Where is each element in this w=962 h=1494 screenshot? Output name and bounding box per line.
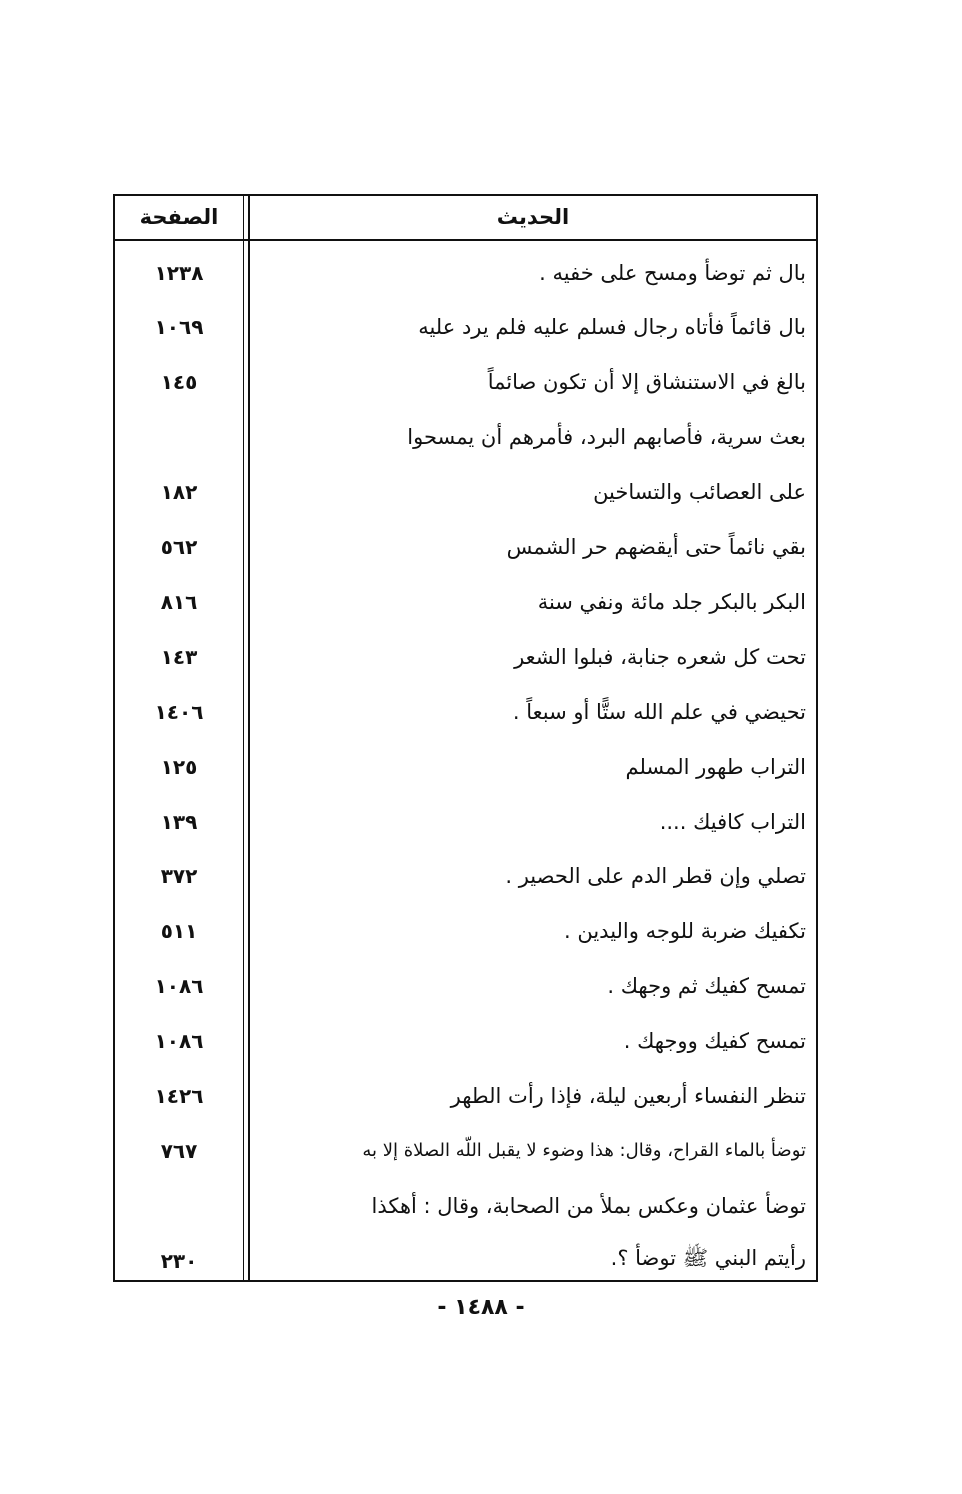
table-row <box>115 849 816 904</box>
page-ref: ١٣٩ <box>160 809 198 834</box>
hadith-text: التراب كافيك .... <box>659 809 806 834</box>
header-page: الصفحة <box>139 205 219 229</box>
table-row <box>115 1069 816 1124</box>
table-row <box>115 1014 816 1069</box>
page-ref: ١٠٨٦ <box>154 1029 204 1054</box>
table-row <box>115 300 816 355</box>
page-ref: ١٤٢٦ <box>154 1084 204 1108</box>
table-row <box>115 959 816 1014</box>
page-number: - ١٤٨٨ - <box>437 1295 525 1320</box>
hadith-text: توضأ عثمان وعكس بملأ من الصحابة، وقال : أهكذا <box>371 1193 806 1218</box>
hadith-index-table <box>113 194 818 1282</box>
page-ref: ٥٦٢ <box>160 535 198 559</box>
hadith-text: تصلي وإن قطر الدم على الحصير . <box>505 864 806 889</box>
table-row <box>115 1178 816 1233</box>
header-hadith: الحديث <box>496 205 570 229</box>
page-ref: ١٤٥ <box>160 370 198 395</box>
page-ref: ١٢٣٨ <box>154 260 204 285</box>
page-ref: ٢٣٠ <box>160 1248 198 1273</box>
table-row <box>115 1123 816 1178</box>
hadith-text: رأيتم البني ﷺ توضأ ؟. <box>610 1246 806 1271</box>
hadith-text: تنظر النفساء أربعين ليلة، فإذا رأت الطهر <box>450 1084 806 1108</box>
page-ref: ٣٧٢ <box>160 864 198 889</box>
table-row <box>115 1233 816 1288</box>
page-ref: ٨١٦ <box>160 589 198 614</box>
hadith-text: بعث سرية، فأصابهم البرد، فأمرهم أن يمسحوا <box>407 425 806 450</box>
hadith-text: تحت كل شعره جنابة، فبلوا الشعر <box>514 644 806 669</box>
hadith-text: تكفيك ضربة للوجه واليدين . <box>563 919 806 944</box>
hadith-text: تمسح كفيك ووجهك . <box>623 1029 806 1054</box>
hadith-text: بقي نائماً حتى أيقضهم حر الشمس <box>506 535 806 559</box>
hadith-text: بال ثم توضأ ومسح على خفيه . <box>539 260 806 285</box>
table-row <box>115 739 816 794</box>
page-ref: ٥١١ <box>160 919 198 944</box>
hadith-text: التراب طهور المسلم <box>625 754 806 779</box>
page-ref: ١٤٣ <box>160 644 198 669</box>
table-header <box>115 196 816 241</box>
hadith-text: بال قائماً فأتاه رجال فسلم عليه فلم يرد عليه <box>418 315 806 340</box>
page-ref <box>115 410 243 465</box>
page-ref <box>115 1178 243 1233</box>
table-row <box>115 410 816 465</box>
hadith-text: تحيضي في علم الله ستًّا أو سبعاً . <box>512 699 806 724</box>
page-ref: ١٠٦٩ <box>154 315 204 340</box>
page-ref: ١٢٥ <box>160 754 198 779</box>
hadith-text: البكر بالبكر جلد مائة ونفي سنة <box>537 589 806 614</box>
hadith-text: تمسح كفيك ثم وجهك . <box>607 974 806 999</box>
page-ref: ١٠٨٦ <box>154 974 204 999</box>
table-row <box>115 574 816 629</box>
hadith-text: على العصائب والتساخين <box>593 480 806 505</box>
hadith-text: توضأ بالماء القراح، وقال: هذا وضوء لا يقبل اللّه الصلاة إلا به <box>362 1140 806 1162</box>
page-ref: ١٨٢ <box>160 480 198 505</box>
page-ref: ١٤٠٦ <box>154 699 204 724</box>
table-row <box>115 355 816 410</box>
table-row <box>115 520 816 575</box>
table-row <box>115 794 816 849</box>
page-ref: ٧٦٧ <box>160 1138 198 1163</box>
table-row <box>115 629 816 684</box>
table-row <box>115 684 816 739</box>
table-row <box>115 465 816 520</box>
table-row <box>115 904 816 959</box>
hadith-text: بالغ في الاستنشاق إلا أن تكون صائماً <box>487 370 806 395</box>
table-row <box>115 245 816 300</box>
